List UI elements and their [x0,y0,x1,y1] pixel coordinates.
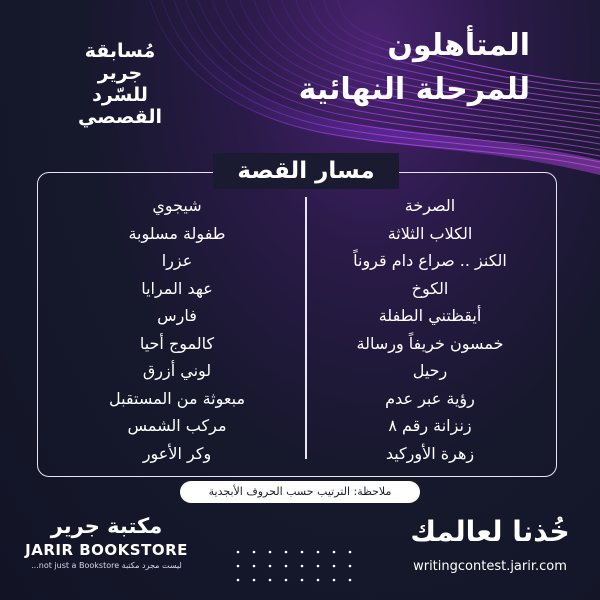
story-title: الصرخة [404,196,456,215]
contest-line-4: القصصي [78,106,162,128]
logo-arabic: مكتبة جرير [50,514,163,538]
story-title: كالموج أحيا [139,333,215,353]
story-title: زنزانة رقم ٨ [388,416,472,435]
story-list-right [310,192,550,467]
sorting-note: ملاحظة: الترتيب حسب الحروف الأبجدية [180,481,420,503]
column-divider [305,197,307,459]
poster-title [230,24,530,112]
jarir-logo [24,512,189,571]
story-title: مركب الشمس [127,416,227,435]
contest-line-3: للسّرد [92,84,148,106]
story-title: رحيل [412,361,448,380]
story-list-left [52,192,302,467]
story-title: زهرة الأوركيد [385,443,475,463]
contest-line-1: مُسابقة [84,40,156,62]
slogan: خُذنا لعالمك [410,515,570,548]
story-title: الكنز .. صراع دام قروناً [353,251,507,270]
story-title: أيقظتني الطفلة [378,306,482,325]
title-line-1: المتأهلون [387,28,530,63]
contest-line-2: جرير [97,62,143,84]
story-title: لوني أزرق [142,361,212,380]
story-title: الكوخ [411,278,449,298]
contest-name [70,40,170,128]
story-list-heading: مسار القصة [213,153,399,189]
story-title: طفولة مسلوبة [128,223,226,243]
story-title: عزرا [161,251,193,270]
story-title: مبعوثة من المستقبل [108,388,246,408]
contest-url[interactable]: writingcontest.jarir.com [413,559,567,574]
story-title: وكر الأعور [142,443,212,463]
title-line-2: للمرحلة النهائية [298,72,530,107]
story-title: رؤية عبر عدم [385,388,475,408]
logo-tagline: ...not just a Bookstore ليست مجرد مكتبة [31,561,182,570]
story-title: الكلاب الثلاثة [387,223,473,243]
logo-english: JARIR BOOKSTORE [25,541,188,559]
story-title: عهد المرايا [141,278,213,298]
story-title: فارس [157,306,197,325]
story-title: شيجوي [152,196,202,215]
decorative-dots [233,546,363,586]
story-title: خمسون خريفاً ورسالة [356,333,504,353]
